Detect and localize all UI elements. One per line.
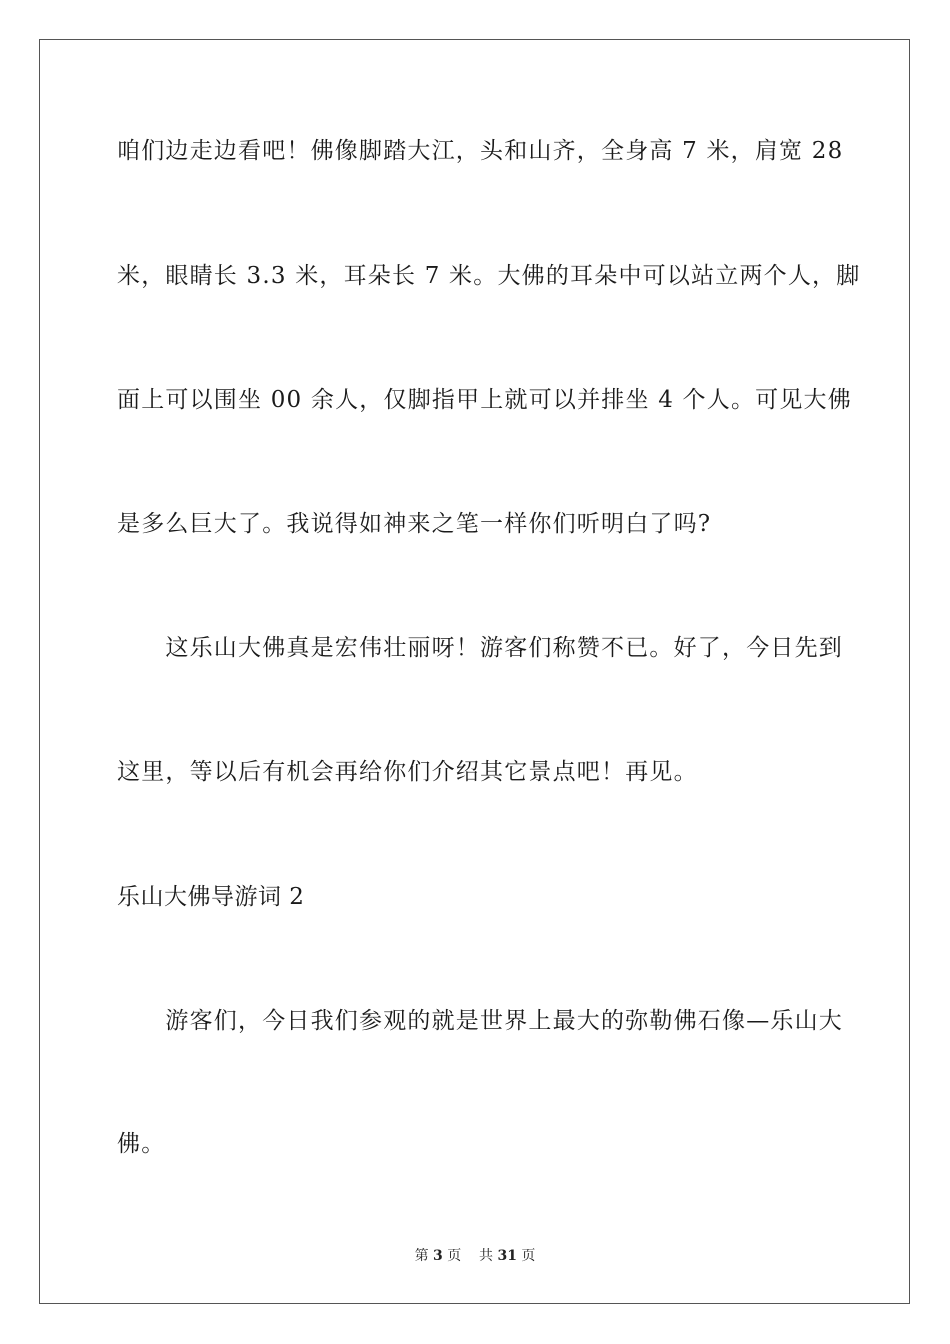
body-text-line-3: 面上可以围坐 00 余人，仅脚指甲上就可以并排坐 4 个人。可见大佛 — [117, 387, 852, 413]
body-text-line-2: 米，眼睛长 3.3 米，耳朵长 7 米。大佛的耳朵中可以站立两个人，脚 — [117, 263, 861, 289]
footer-page-number: 3 — [433, 1248, 443, 1264]
body-text-line-7: 游客们，今日我们参观的就是世界上最大的弥勒佛石像—乐山大 — [117, 1008, 843, 1034]
body-text-line-1: 咱们边走边看吧！佛像脚踏大江，头和山齐，全身高 7 米，肩宽 28 — [117, 138, 844, 164]
page-footer — [0, 1247, 950, 1265]
footer-page-prefix: 第 — [414, 1248, 429, 1264]
footer-total-pages: 31 — [497, 1248, 517, 1264]
section-heading: 乐山大佛导游词 2 — [117, 884, 305, 910]
body-text-line-4: 是多么巨大了。我说得如神来之笔一样你们听明白了吗? — [117, 511, 712, 537]
footer-page-suffix: 页 — [447, 1248, 462, 1264]
page-border — [39, 39, 910, 1304]
body-text-line-8: 佛。 — [117, 1131, 166, 1157]
footer-total-prefix: 共 — [479, 1248, 494, 1264]
body-text-line-5: 这乐山大佛真是宏伟壮丽呀！游客们称赞不已。好了，今日先到 — [117, 635, 843, 661]
footer-total-suffix: 页 — [521, 1248, 536, 1264]
body-text-line-6: 这里，等以后有机会再给你们介绍其它景点吧！再见。 — [117, 759, 698, 785]
